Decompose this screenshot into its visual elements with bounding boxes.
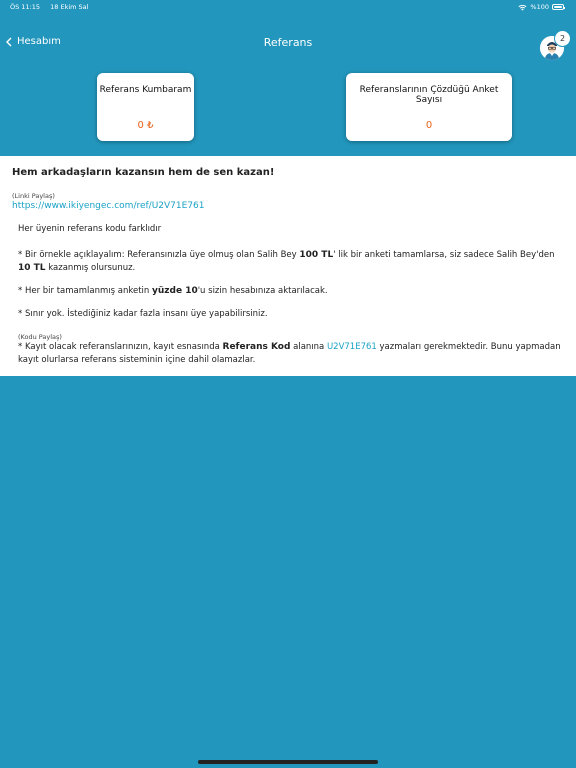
navigation-bar — [0, 30, 576, 56]
example-text: * Bir örnekle açıklayalım: Referansınızla üye olmuş olan Salih Bey 100 TL' lik bir anketi tamamlarsa, siz sadece Salih Bey'den 10 TL kazanmış olursunuz. — [18, 250, 555, 273]
limit-note: * Sınır yok. İstediğiniz kadar fazla insanı üye yapabilirsiniz. — [18, 309, 268, 319]
status-left — [10, 3, 96, 11]
status-time: ÖS 11:15 — [10, 3, 41, 11]
panel-heading: Hem arkadaşların kazansın hem de sen kazan! — [12, 167, 275, 178]
notification-badge: 2 — [555, 31, 570, 46]
card-value: 0 ₺ — [137, 120, 154, 131]
profile-button[interactable] — [540, 32, 568, 60]
card-title: Referans Kumbaram — [99, 85, 192, 95]
unique-code-note: Her üyenin referans kodu farklıdır — [18, 224, 162, 234]
referral-code[interactable]: U2V71E761 — [326, 342, 377, 352]
battery-icon — [552, 4, 564, 10]
referral-link[interactable]: https://www.ikiyengec.com/ref/U2V71E761 — [12, 201, 205, 211]
status-date: 18 Ekim Sal — [50, 3, 89, 11]
card-title: Referanslarının Çözdüğü Anket Sayısı — [359, 85, 499, 105]
status-bar — [0, 0, 576, 14]
wifi-icon — [518, 4, 527, 11]
status-right — [518, 3, 564, 11]
share-link-label: (Linki Paylaş) — [12, 192, 55, 200]
referral-info-panel — [0, 156, 576, 376]
percent-text: * Her bir tamamlanmış anketin yüzde 10'u sizin hesabınıza aktarılacak. — [18, 286, 328, 296]
page-title: Referans — [263, 36, 313, 49]
share-code-label: (Kodu Paylaş) — [18, 333, 62, 341]
referral-surveys-card — [346, 73, 512, 141]
code-instructions: * Kayıt olacak referanslarınızın, kayıt esnasında Referans Kod alanına U2V71E761 yazmaları gerekmektedir. Bunu yapmadan kayıt olurlarsa referans sisteminin içine dahil olamazlar. — [18, 342, 561, 365]
home-indicator — [198, 760, 378, 764]
referral-piggybank-card — [97, 73, 194, 141]
card-value: 0 — [425, 120, 433, 131]
battery-percent: %100 — [530, 3, 549, 11]
back-label: Hesabım — [17, 36, 61, 47]
